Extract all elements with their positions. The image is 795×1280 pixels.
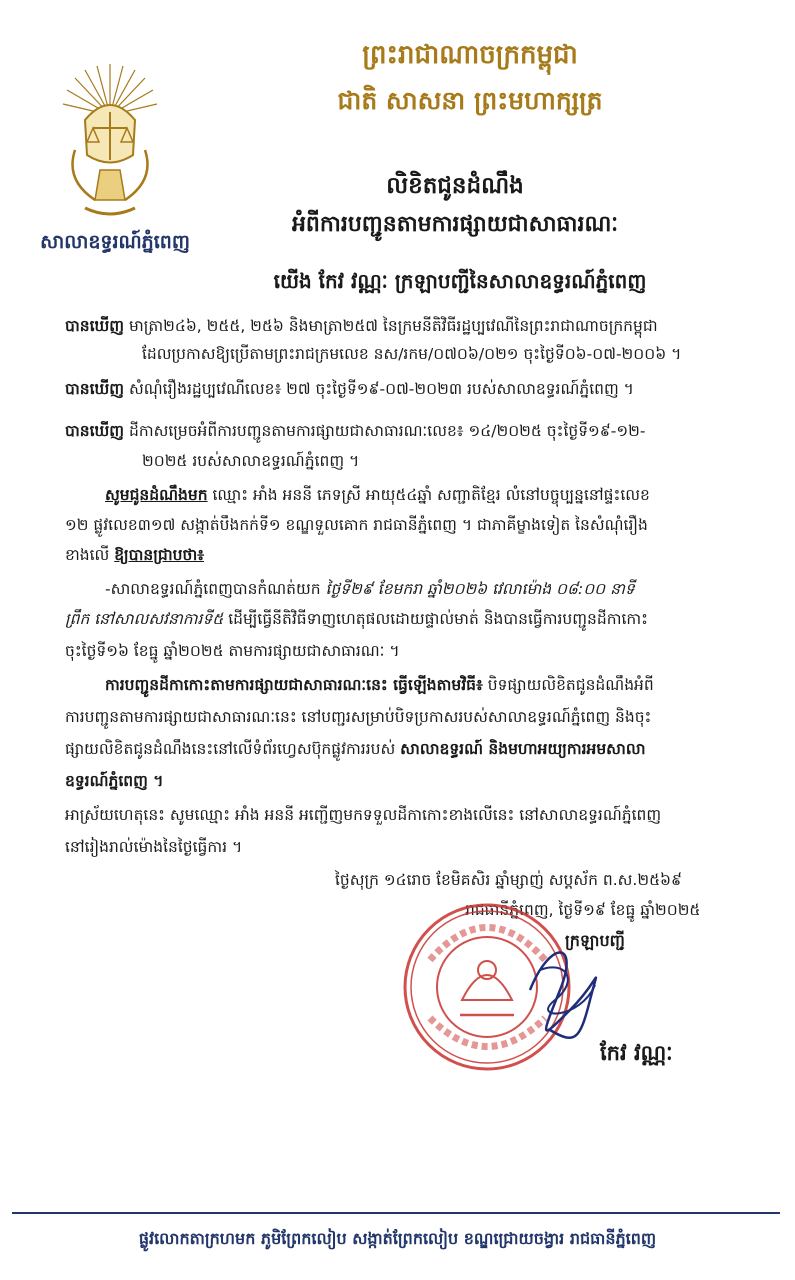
procedure-text: ផ្សាយលិខិតជូនដំណឹងនេះនៅលើទំព័រហ្វេសប៊ុកផ្លូវការរបស់ (65, 740, 401, 758)
closing-line-2: នៅរៀងរាល់ម៉ោងនៃថ្ងៃធ្វើការ ។ (65, 838, 243, 856)
hearing-line-2 (65, 608, 785, 631)
seen-text: ដីកាសម្រេចអំពីការបញ្ជូនតាមការផ្សាយជាសាធារណៈលេខ៖ ១៤/២០២៥ ចុះថ្ងៃទី១៩-១២- (128, 422, 646, 440)
procedure-lead: ការបញ្ជូនដីកាកោះតាមការផ្សាយជាសាធារណៈនេះ ធ្វើឡើងតាមវិធី៖ (105, 676, 483, 694)
notice-lead: សូមជូនដំណឹងមក (105, 486, 208, 504)
procedure-line-2: ការបញ្ជូនតាមការផ្សាយជាសាធារណៈនេះ នៅបញ្ជរសម្រាប់បិទប្រកាសរបស់សាលាឧទ្ធរណ៍ភ្នំពេញ និងចុះ (65, 708, 652, 726)
seen-text: សំណុំរឿងរដ្ឋប្បវេណីលេខ៖ ២៧ ចុះថ្ងៃទី១៩-០៧-២០២៣ របស់សាលាឧទ្ធរណ៍ភ្នំពេញ ។ (128, 380, 634, 398)
signatory-title: ក្រឡាបញ្ជី (565, 931, 625, 950)
seen-clause-2 (65, 378, 785, 401)
procedure-text: បិទផ្សាយលិខិតជូនដំណឹងអំពី (482, 676, 654, 694)
lunar-date: ថ្ងៃសុក្រ ១៤រោច ខែមិគសិរ ឆ្នាំម្សាញ់ សប្តស័ក ព.ស.២៥៦៩ (335, 871, 682, 889)
solar-date: រាជធានីភ្នំពេញ, ថ្ងៃទី១៩ ខែធ្នូ ឆ្នាំ២០២៥ (465, 901, 701, 919)
issuer-line: យើង កែវ វណ្ណៈ ក្រឡាបញ្ជីនៃសាលាឧទ្ធរណ៍ភ្នំពេញ (273, 269, 647, 293)
procedure-line-3 (65, 738, 785, 761)
kingdom-header: ព្រះរាជាណាចក្រកម្ពុជា (362, 40, 578, 70)
seen-label: បានឃើញ (65, 317, 125, 335)
document-subtitle: អំពីការបញ្ជូនតាមការផ្សាយជាសាធារណៈ (291, 212, 619, 237)
seen-clause-3-cont: ២០២៥ របស់សាលាឧទ្ធរណ៍ភ្នំពេញ ។ (142, 452, 360, 470)
seen-clause-1-cont: ដែលប្រកាសឱ្យប្រើតាមព្រះរាជក្រមលេខ នស/រកម/០៧០៦/០២១ ចុះថ្ងៃទី០៦-០៧-២០០៦ ។ (142, 345, 682, 363)
court-emblem-icon (55, 60, 165, 230)
seen-clause-3 (65, 420, 785, 443)
hearing-line-3: ចុះថ្ងៃទី១៦ ខែធ្នូ ឆ្នាំ២០២៥ តាមការផ្សាយជាសាធារណៈ ។ (65, 642, 400, 660)
document-title: លិខិតជូនដំណឹង (386, 173, 524, 199)
hearing-date: ថ្ងៃទី២៩ ខែមករា ឆ្នាំ២០២៦ វេលាម៉ោង ០៨:០០ នាទី (325, 580, 635, 598)
footer-divider (12, 1212, 780, 1214)
seen-label: បានឃើញ (65, 380, 125, 398)
court-name: សាលាឧទ្ធរណ៍ភ្នំពេញ (40, 231, 190, 253)
hearing-text: ដើម្បីធ្វើនីតិវិធីទាញហេតុផលដោយផ្ទាល់មាត់ និងបានធ្វើការបញ្ជូនដីកាកោះ (223, 610, 648, 628)
notice-line-2: ១២ ផ្លូវលេខ៣១៧ សង្កាត់បឹងកក់ទី១ ខណ្ឌទួលគោក រាជធានីភ្នំពេញ ។ ជាភាគីម្ខាងទៀត នៃសំណុំរឿង (65, 516, 648, 534)
notice-text: ខាងលើ (65, 546, 115, 564)
signatory-name: កែវ វណ្ណៈ (600, 1041, 673, 1065)
closing-line-1: អាស្រ័យហេតុនេះ សូមឈ្មោះ អាំង អននី អញ្ជើញមកទទួលដីកាកោះខាងលើនេះ នៅសាលាឧទ្ធរណ៍ភ្នំពេញ (65, 806, 662, 824)
hearing-text: -សាលាឧទ្ធរណ៍ភ្នំពេញបានកំណត់យក (105, 580, 326, 598)
notice-text: ឈ្មោះ អាំង អននី ភេទស្រី អាយុ៥៤ឆ្នាំ សញ្ជាតិខ្មែរ លំនៅបច្ចុប្បន្ននៅផ្ទះលេខ (207, 486, 650, 504)
seen-label: បានឃើញ (65, 422, 125, 440)
hearing-room: ព្រឹក នៅសាលសវនាការទី៥ (65, 610, 224, 628)
seen-clause-1 (65, 315, 785, 338)
procedure-org: សាលាឧទ្ធរណ៍ និងមហាអយ្យការអមសាលា (400, 740, 646, 758)
notice-line-1 (105, 484, 785, 507)
procedure-line-1 (105, 674, 785, 697)
procedure-line-4: ឧទ្ធរណ៍ភ្នំពេញ ។ (65, 772, 164, 790)
hearing-line-1 (105, 578, 785, 601)
seen-text: មាត្រា២៤៦, ២៥៥, ២៥៦ និងមាត្រា២៥៧ នៃក្រមនីតិវិធីរដ្ឋប្បវេណីនៃព្រះរាជាណាចក្រកម្ពុជា (128, 317, 658, 335)
footer-address: ផ្លូវលោកតាក្រហមក ភូមិព្រែកលៀប សង្កាត់ព្រែកលៀប ខណ្ឌជ្រោយចង្វារ រាជធានីភ្នំពេញ (138, 1229, 657, 1248)
notice-line-3 (65, 544, 785, 567)
national-motto: ជាតិ សាសនា ព្រះមហាក្សត្រ (337, 86, 603, 115)
notice-inform: ឱ្យបានជ្រាបថា៖ (114, 546, 205, 564)
